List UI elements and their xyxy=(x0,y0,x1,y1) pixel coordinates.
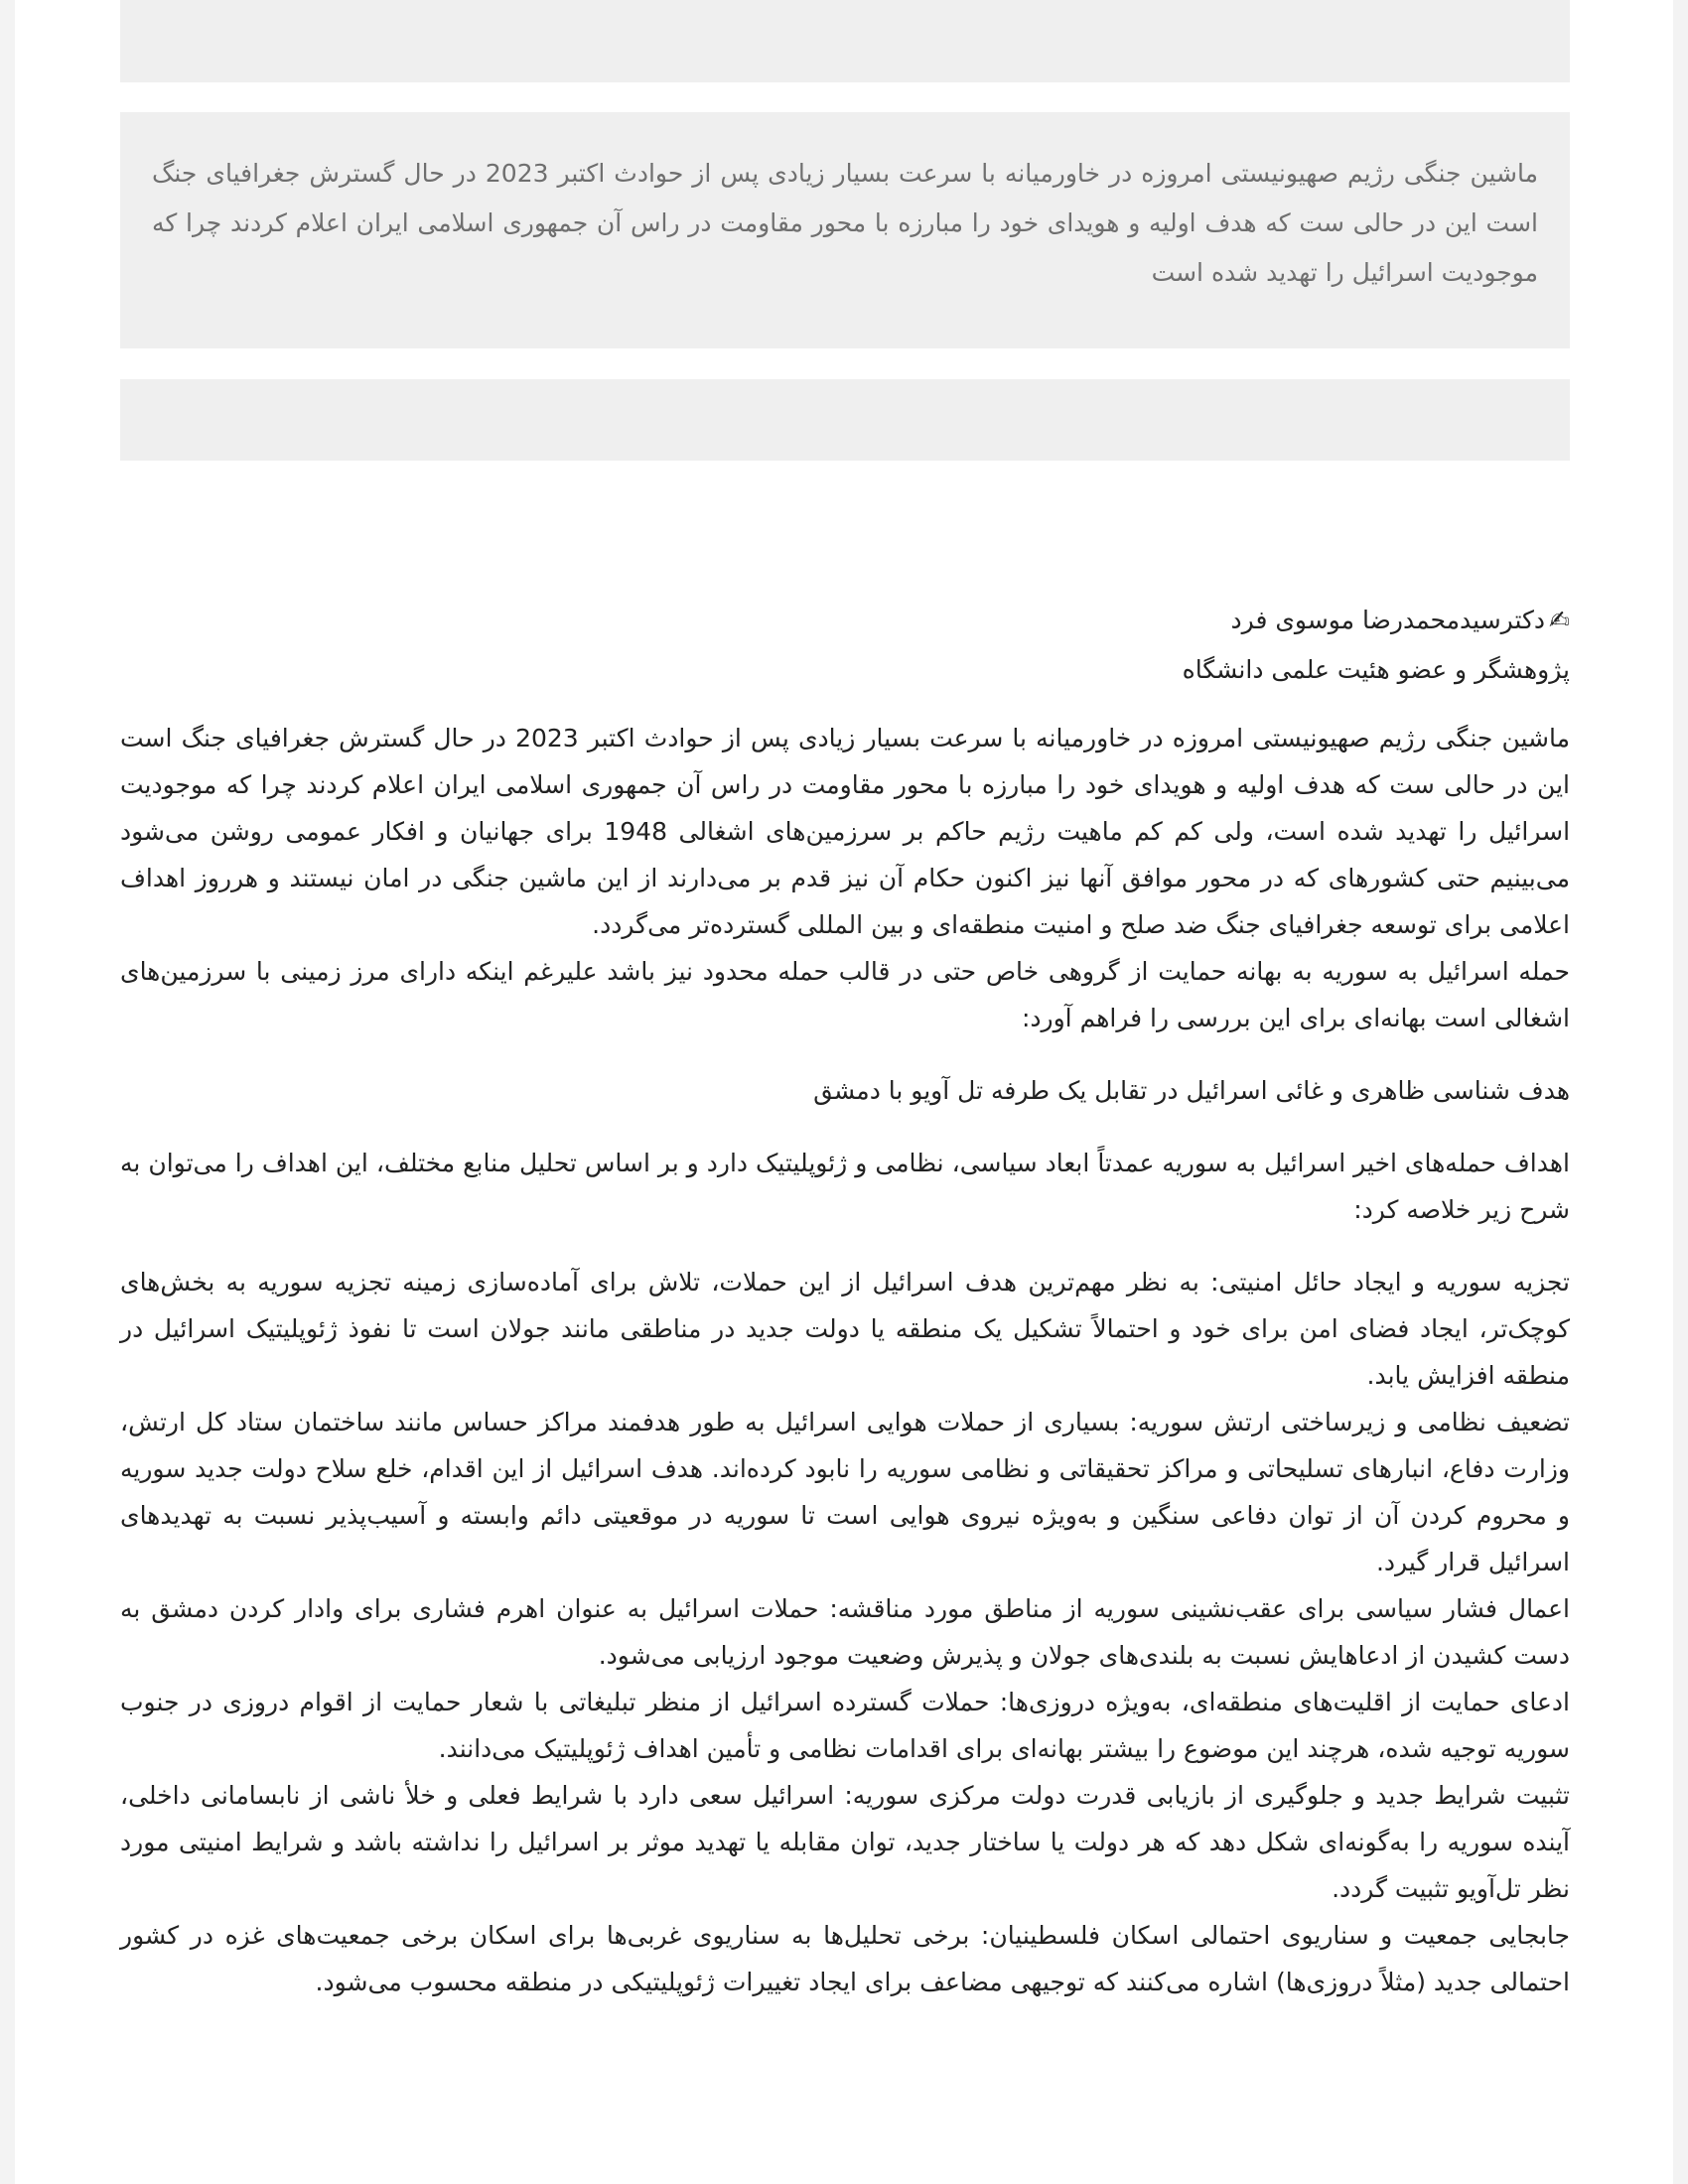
gray-banner-top xyxy=(120,0,1570,82)
goal-item-4: ادعای حمایت از اقلیت‌های منطقه‌ای، به‌ویژه دروزی‌ها: حملات گسترده اسرائیل از منظر تبلیغاتی با شعار حمایت از اقوام دروزی در جنوب سوریه توجیه شده، هرچند این موضوع را بیشتر بهانه‌ای برای اقدامات نظامی و تأمین اهداف ژئوپلیتیک می‌دانند. xyxy=(120,1688,1570,1763)
author-name: دکترسیدمحمدرضا موسوی فرد xyxy=(1230,606,1546,634)
goal-item-6: جابجایی جمعیت و سناریوی احتمالی اسکان فلسطینیان: برخی تحلیل‌ها به سناریوی غربی‌ها برای اسکان برخی جمعیت‌های غزه در کشور احتمالی جدید (مثلاً دروزی‌ها) اشاره می‌کنند که توجیهی مضاعف برای ایجاد تغییرات ژئوپلیتیکی در منطقه محسوب می‌شود. xyxy=(120,1921,1570,1996)
section-subheading: هدف شناسی ظاهری و غائی اسرائیل در تقابل یک طرفه تل آویو با دمشق xyxy=(813,1076,1570,1105)
goal-item-3: اعمال فشار سیاسی برای عقب‌نشینی سوریه از مناطق مورد مناقشه: حملات اسرائیل به عنوان اهرم فشاری برای وادار کردن دمشق به دست کشیدن از ادعاهایش نسبت به بلندی‌های جولان و پذیرش وضعیت موجود ارزیابی می‌شود. xyxy=(120,1594,1570,1670)
intro-paragraph-1: ماشین جنگی رژیم صهیونیستی امروزه در خاورمیانه با سرعت بسیار زیادی پس از حوادث اکتبر 2023 در حال گسترش جغرافیای جنگ است این در حالی ست که هدف اولیه و هویدای خود را مبارزه با محور مقاومت در راس آن جمهوری اسلامی ایران اعلام کردند چرا که موجودیت اسرائیل را تهدید شده است، ولی کم کم ماهیت رژیم حاکم بر سرزمین‌های اشغالی 1948 برای جهانیان و افکار عمومی روشن می‌شود می‌بینیم حتی کشورهای که در محور موافق آنها نیز اکنون حکام آن نیز قدم بر می‌دارند از این ماشین جنگی در امان نیستند و هرروز اهداف اعلامی برای توسعه جغرافیای جنگ ضد صلح و امنیت منطقه‌ای و بین المللی گسترده‌تر می‌گردد. xyxy=(120,724,1571,939)
writing-hand-icon: ✍ xyxy=(1549,606,1570,634)
author-title: پژوهشگر و عضو هئیت علمی دانشگاه xyxy=(1182,655,1570,684)
author-line xyxy=(120,596,1570,645)
excerpt-text: ماشین جنگی رژیم صهیونیستی امروزه در خاورمیانه با سرعت بسیار زیادی پس از حوادث اکتبر 2023 در حال گسترش جغرافیای جنگ است این در حالی ست که هدف اولیه و هویدای خود را مبارزه با محور مقاومت در راس آن جمهوری اسلامی ایران اعلام کردند چرا که موجودیت اسرائیل را تهدید شده است xyxy=(152,159,1538,287)
goal-item-5: تثبیت شرایط جدید و جلوگیری از بازیابی قدرت دولت مرکزی سوریه: اسرائیل سعی دارد با شرایط فعلی و خلأ ناشی از نابسامانی داخلی، آینده سوریه را به‌گونه‌ای شکل دهد که هر دولت یا ساختار جدید، توان مقابله یا تهدید موثر بر اسرائیل را نداشته باشد و شرایط امنیتی مورد نظر تل‌آویو تثبیت گردد. xyxy=(120,1781,1570,1903)
goal-item-1: تجزیه سوریه و ایجاد حائل امنیتی: به نظر مهم‌ترین هدف اسرائیل از این حملات، تلاش برای آماده‌سازی زمینه تجزیه سوریه به بخش‌های کوچک‌تر، ایجاد فضای امن برای خود و احتمالاً تشکیل یک منطقه یا دولت جدید در مناطقی مانند جولان است تا نفوذ ژئوپلیتیک اسرائیل در منطقه افزایش یابد. xyxy=(120,1268,1570,1390)
goal-item-2: تضعیف نظامی و زیرساختی ارتش سوریه: بسیاری از حملات هوایی اسرائیل به طور هدفمند مراکز حساس مانند ساختمان ستاد کل ارتش، وزارت دفاع، انبارهای تسلیحاتی و مراکز تحقیقاتی و نظامی سوریه را نابود کرده‌اند. هدف اسرائیل از این اقدام، خلع سلاح دولت جدید سوریه و محروم کردن آن از توان دفاعی سنگین و به‌ویژه نیروی هوایی است تا سوریه در موقعیتی دائم وابسته و آسیب‌پذیر نسبت به تهدیدهای اسرائیل قرار گیرد. xyxy=(120,1408,1570,1576)
goals-intro-paragraph: اهداف حمله‌های اخیر اسرائیل به سوریه عمدتاً ابعاد سیاسی، نظامی و ژئوپلیتیک دارد و بر اساس تحلیل منابع مختلف، این اهداف را می‌توان به شرح زیر خلاصه کرد: xyxy=(120,1149,1570,1224)
gray-banner-bottom xyxy=(120,379,1570,461)
article-body xyxy=(120,596,1570,2005)
page xyxy=(15,0,1673,2184)
intro-paragraph-2: حمله اسرائیل به سوریه به بهانه حمایت از گروهی خاص حتی در قالب حمله محدود نیز باشد علیرغم اینکه دارای مرز زمینی با سرزمین‌های اشغالی است بهانه‌ای برای این بررسی را فراهم آورد: xyxy=(120,957,1570,1032)
